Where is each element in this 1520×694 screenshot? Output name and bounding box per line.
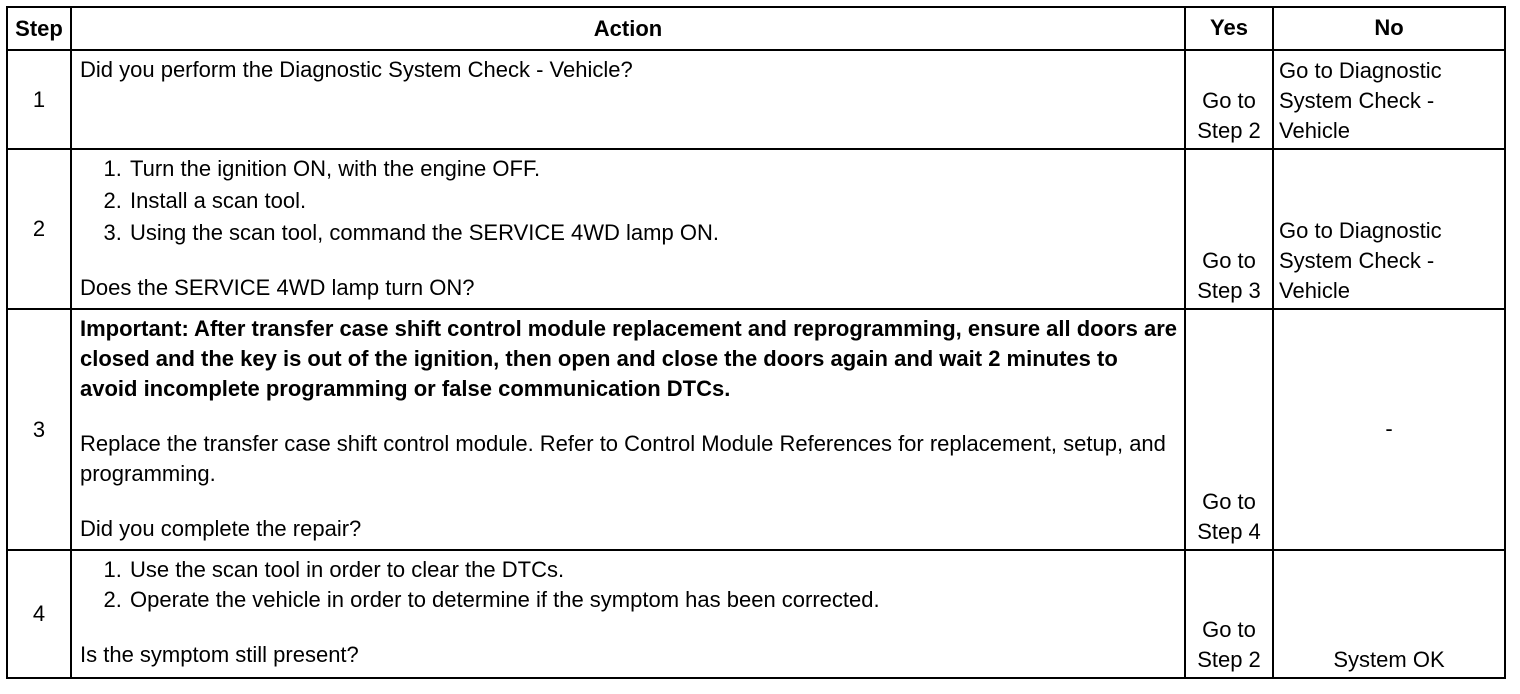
table-row-step-1 xyxy=(7,50,1505,149)
header-action: Action xyxy=(71,7,1185,50)
action-cell xyxy=(71,309,1185,550)
action-cell xyxy=(71,550,1185,678)
list-item: 2. Install a scan tool. xyxy=(128,186,1178,216)
yes-line: Step 3 xyxy=(1197,278,1261,303)
yes-line: Step 4 xyxy=(1197,519,1261,544)
action-question: Did you complete the repair? xyxy=(80,516,362,541)
yes-line: Go to xyxy=(1202,617,1256,642)
action-instruction: Replace the transfer case shift control module. Refer to Control Module References for replacement, setup, and programming. xyxy=(80,431,1166,486)
table-row-step-3 xyxy=(7,309,1505,550)
yes-line: Go to xyxy=(1202,88,1256,113)
no-line: Go to Diagnostic xyxy=(1279,58,1442,83)
no-line: Vehicle xyxy=(1279,278,1350,303)
important-note: Important: After transfer case shift control module replacement and reprogramming, ensure all doors are closed and the key is out of the ignition, then open and close the doors again and wait 2 minutes to avoid incomplete programming or false communication DTCs. xyxy=(80,316,1177,401)
table-row-step-4 xyxy=(7,550,1505,678)
diagnostic-table xyxy=(6,6,1506,679)
no-cell: - xyxy=(1273,309,1505,550)
header-step: Step xyxy=(7,7,71,50)
list-item: 1. Use the scan tool in order to clear the DTCs. xyxy=(128,555,1178,585)
list-item: 2. Operate the vehicle in order to determine if the symptom has been corrected. xyxy=(128,585,1178,615)
yes-cell xyxy=(1185,309,1273,550)
no-cell xyxy=(1273,149,1505,309)
action-cell xyxy=(71,50,1185,149)
action-list xyxy=(80,555,1178,615)
action-question: Is the symptom still present? xyxy=(80,642,359,667)
no-line: System Check - xyxy=(1279,88,1435,113)
header-row xyxy=(7,7,1505,50)
table-row-step-2 xyxy=(7,149,1505,309)
step-number: 1 xyxy=(7,50,71,149)
action-question: Did you perform the Diagnostic System Check - Vehicle? xyxy=(80,57,633,82)
header-yes: Yes xyxy=(1185,7,1273,50)
no-line: Go to Diagnostic xyxy=(1279,218,1442,243)
yes-line: Go to xyxy=(1202,489,1256,514)
header-no: No xyxy=(1273,7,1505,50)
step-number: 2 xyxy=(7,149,71,309)
list-item: 3. Using the scan tool, command the SERVICE 4WD lamp ON. xyxy=(128,218,1178,248)
step-number: 3 xyxy=(7,309,71,550)
step-number: 4 xyxy=(7,550,71,678)
action-list xyxy=(80,154,1178,248)
yes-line: Step 2 xyxy=(1197,647,1261,672)
yes-line: Go to xyxy=(1202,248,1256,273)
yes-cell xyxy=(1185,149,1273,309)
no-cell: System OK xyxy=(1273,550,1505,678)
table-header xyxy=(7,7,1505,50)
yes-line: Step 2 xyxy=(1197,118,1261,143)
yes-cell xyxy=(1185,550,1273,678)
no-line: Vehicle xyxy=(1279,118,1350,143)
no-line: System Check - xyxy=(1279,248,1435,273)
list-item: 1. Turn the ignition ON, with the engine OFF. xyxy=(128,154,1178,184)
action-cell xyxy=(71,149,1185,309)
action-question: Does the SERVICE 4WD lamp turn ON? xyxy=(80,275,475,300)
yes-cell xyxy=(1185,50,1273,149)
no-cell xyxy=(1273,50,1505,149)
